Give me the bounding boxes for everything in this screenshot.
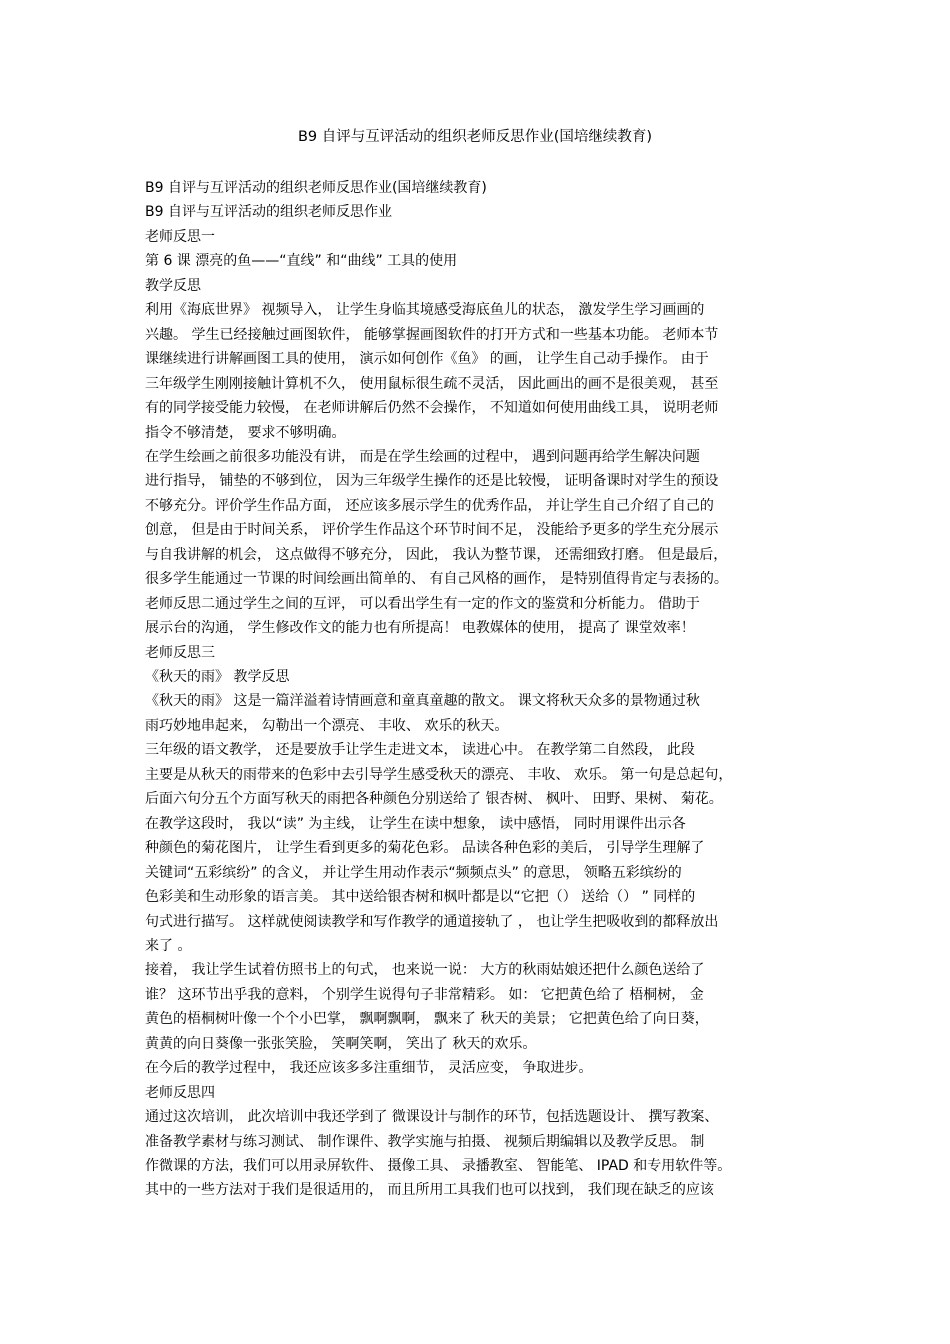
body-line: 雨巧妙地串起来， 勾勒出一个漂亮、 丰收、 欢乐的秋天。 <box>145 717 509 734</box>
body-line: 《秋天的雨》 这是一篇洋溢着诗情画意和童真童趣的散文。 课文将秋天众多的景物通过秋 <box>145 693 700 710</box>
body-line: 《秋天的雨》 教学反思 <box>145 669 290 685</box>
body-line: 有的同学接受能力较慢， 在老师讲解后仍然不会操作， 不知道如何使用曲线工具， 说明老师 <box>145 400 719 417</box>
body-line: 教学反思 <box>145 277 201 294</box>
body-line: 三年级的语文教学， 还是要放手让学生走进文本， 读进心中。 在教学第二自然段， 此段 <box>145 742 695 759</box>
body-line: 句式进行描写。 这样就使阅读教学和写作教学的通道接轨了 ， 也让学生把吸收到的都释放出 <box>145 913 719 930</box>
body-line: 老师反思四 <box>145 1084 215 1101</box>
body-line: 色彩美和生动形象的语言美。 其中送给银杏树和枫叶都是以“它把（） 送给（） ” 同样的 <box>145 889 696 906</box>
body-line: 进行指导， 铺垫的不够到位， 因为三年级学生操作的还是比较慢， 证明备课时对学生的预设 <box>145 473 719 490</box>
body-line: 在学生绘画之前很多功能没有讲， 而是在学生绘画的过程中， 遇到问题再给学生解决问题 <box>145 448 700 465</box>
body-line: B9 自评与互评活动的组织老师反思作业 <box>145 204 392 221</box>
body-line: 兴趣。 学生已经接触过画图软件， 能够掌握画图软件的打开方式和一些基本功能。 老师本节 <box>145 326 719 343</box>
body-line: 后面六句分五个方面写秋天的雨把各种颜色分别送给了 银杏树、 枫叶、 田野、果树、 菊花。 <box>145 791 723 808</box>
body-line: 种颜色的菊花图片， 让学生看到更多的菊花色彩。 品读各种色彩的美后， 引导学生理解了 <box>145 840 705 857</box>
body-line: 作微课的方法，我们可以用录屏软件、 摄像工具、 录播教室、 智能笔、 IPAD 和专用软件等。 <box>145 1158 732 1174</box>
body-line: 在教学这段时， 我以“读” 为主线， 让学生在读中想象， 读中感悟， 同时用课件出示各 <box>145 815 686 832</box>
body-line: 通过这次培训， 此次培训中我还学到了 微课设计与制作的环节，包括选题设计、 撰写教案、 <box>145 1109 719 1126</box>
body-line: 三年级学生刚刚接触计算机不久， 使用鼠标很生疏不灵活， 因此画出的画不是很美观， 甚至 <box>145 375 719 392</box>
body-line: 谁？ 这环节出乎我的意料， 个别学生说得句子非常精彩。 如： 它把黄色给了 梧桐树， 金 <box>145 986 704 1003</box>
body-line: 其中的一些方法对于我们是很适用的， 而且所用工具我们也可以找到， 我们现在缺乏的应该 <box>145 1182 714 1199</box>
body-line: 黄黄的向日葵像一张张笑脸， 笑啊笑啊， 笑出了 秋天的欢乐。 <box>145 1035 537 1052</box>
body-line: 老师反思一 <box>145 228 215 245</box>
body-line: 老师反思三 <box>145 644 215 661</box>
body-line: 黄色的梧桐树叶像一个个小巴掌， 飘啊飘啊， 飘来了 秋天的美景； 它把黄色给了向日葵， <box>145 1011 709 1028</box>
body-line: 准备教学素材与练习测试、 制作课件、教学实施与拍摄、 视频后期编辑以及教学反思。 制 <box>145 1133 705 1150</box>
body-line: 在今后的教学过程中， 我还应该多多注重细节， 灵活应变， 争取进步。 <box>145 1060 593 1077</box>
body-line: 不够充分。评价学生作品方面， 还应该多展示学生的优秀作品， 并让学生自己介绍了自己的 <box>145 497 714 514</box>
body-line: 创意， 但是由于时间关系， 评价学生作品这个环节时间不足， 没能给予更多的学生充分展示 <box>145 522 719 539</box>
body-line: 指令不够清楚， 要求不够明确。 <box>145 424 346 441</box>
body-line: 展示台的沟通， 学生修改作文的能力也有所提高！ 电教媒体的使用， 提高了 课堂效率！ <box>145 620 695 637</box>
body-line: 老师反思二通过学生之间的互评， 可以看出学生有一定的作文的鉴赏和分析能力。 借助于 <box>145 595 700 612</box>
body-line: 主要是从秋天的雨带来的色彩中去引导学生感受秋天的漂亮、 丰收、 欢乐。 第一句是总起句， <box>145 766 733 783</box>
document-title: B9 自评与互评活动的组织老师反思作业(国培继续教育) <box>297 129 653 145</box>
body-line: 课继续进行讲解画图工具的使用， 演示如何创作《鱼》 的画， 让学生自己动手操作。 由于 <box>145 351 709 368</box>
body-line: 第 6 课 漂亮的鱼——“直线” 和“曲线” 工具的使用 <box>145 253 458 270</box>
body-line: B9 自评与互评活动的组织老师反思作业(国培继续教育) <box>145 180 487 196</box>
body-line: 接着， 我让学生试着仿照书上的句式， 也来说一说： 大方的秋雨姑娘还把什么颜色送给了 <box>145 962 705 979</box>
body-line: 来了 。 <box>145 937 192 954</box>
body-line: 利用《海底世界》 视频导入， 让学生身临其境感受海底鱼儿的状态， 激发学生学习画画的 <box>145 302 705 319</box>
body-line: 与自我讲解的机会， 这点做得不够充分， 因此， 我认为整节课， 还需细致打磨。 但是最后， <box>145 546 728 563</box>
body-line: 很多学生能通过一节课的时间绘画出简单的、 有自己风格的画作， 是特别值得肯定与表扬的。 <box>145 571 728 588</box>
body-line: 关键词“五彩缤纷” 的含义， 并让学生用动作表示“频频点头” 的意思， 领略五彩缤纷的 <box>145 864 682 881</box>
